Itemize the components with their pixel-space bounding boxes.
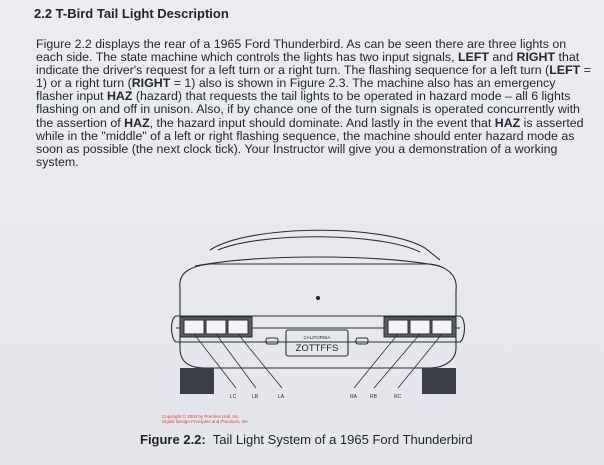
paragraph-text: , the hazard input should dominate. And lastly in the event that — [149, 115, 495, 130]
paragraph-text: Figure 2.2 displays the rear of a 1965 Ford Thunderbird. As can be seen there are three lights on each side. The state machine which controls the lights has two input signals, — [36, 37, 567, 65]
plate-number: ZOTTFFS — [295, 343, 339, 354]
light-rb — [410, 320, 430, 334]
rear-window — [218, 237, 420, 252]
signal-haz: HAZ — [124, 115, 150, 130]
copyright-note — [162, 414, 248, 424]
signal-haz: HAZ — [494, 115, 521, 130]
tbird-rear-figure — [140, 218, 490, 418]
trunk-line — [195, 257, 440, 266]
paragraph-text: = 1) also is shown in Figure 2.3. The machine also has an emergency flasher input — [36, 76, 556, 104]
signal-left: LEFT — [457, 50, 489, 65]
label-rb: RB — [370, 394, 377, 400]
right-tire — [422, 368, 456, 394]
light-lb — [206, 320, 226, 334]
paragraph-text: = 1) or a right turn ( — [36, 63, 591, 91]
roof-outline — [210, 230, 440, 260]
caption-text: Tail Light System of a 1965 Ford Thunderbird — [205, 432, 473, 447]
plate-state: CALIFORNIA — [303, 335, 331, 340]
paragraph-text: and — [488, 50, 517, 65]
light-ra — [388, 320, 408, 334]
copyright-line-1: Copyright © 2000 by Prentice Hall, Inc. — [162, 414, 240, 419]
signal-left-eq: LEFT — [549, 63, 581, 78]
label-lc: LC — [230, 394, 237, 400]
figure-caption — [140, 432, 473, 447]
plate-light-left — [266, 338, 278, 344]
trunk-emblem — [316, 296, 319, 299]
description-paragraph — [36, 38, 596, 169]
signal-right-eq: RIGHT — [131, 76, 171, 91]
plate-light-right — [356, 338, 368, 344]
paragraph-text: that indicate the driver's request for a left turn or a right turn. The flashing sequence for a left turn ( — [36, 50, 580, 78]
light-rc — [432, 320, 452, 334]
caption-label: Figure 2.2: — [140, 432, 206, 447]
copyright-line-2: Digital Design Principles and Practices, 3/e — [162, 419, 248, 424]
label-la: LA — [278, 394, 285, 400]
left-tire — [180, 368, 214, 394]
light-lc — [184, 320, 204, 334]
label-ra: RA — [350, 394, 357, 400]
label-rc: RC — [394, 394, 402, 400]
paragraph-text: is asserted while in the "middle" of a left or right flashing sequence, the machine should enter hazard mode as soon as possible (the next clock tick). Your Instructor will give you a demonstration of a working system. — [36, 115, 584, 169]
paragraph-text: (hazard) that requests the tail lights to be operated in hazard mode – all 6 lights flashing on and off in unison. Also, if by chance one of the turn signals is operated concurrently with the assertion of — [36, 89, 580, 130]
light-la — [228, 320, 248, 334]
signal-right: RIGHT — [516, 50, 556, 65]
section-heading: 2.2 T-Bird Tail Light Description — [34, 6, 229, 21]
label-lb: LB — [252, 394, 259, 400]
signal-haz: HAZ — [106, 89, 133, 104]
